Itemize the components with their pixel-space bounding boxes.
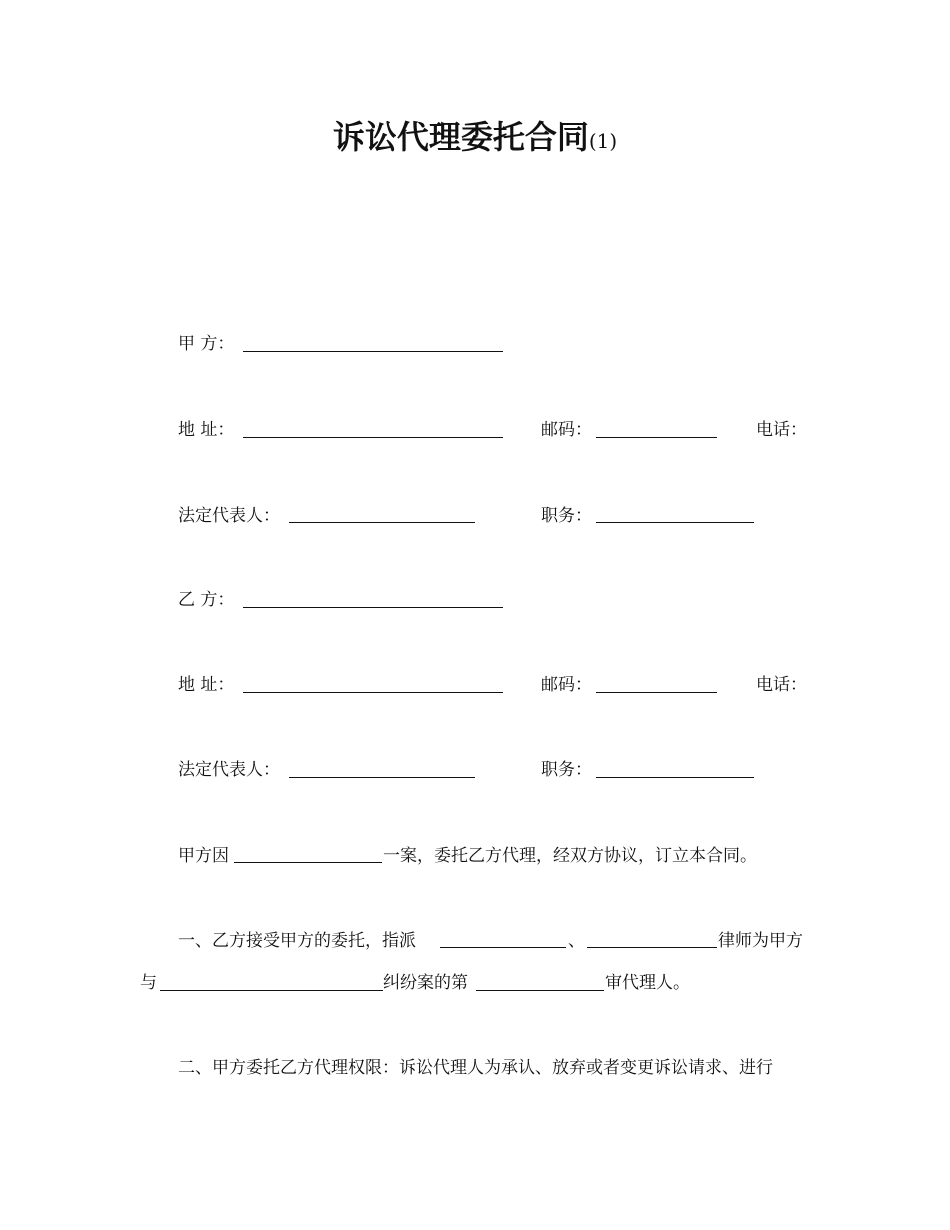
trial-instance-field[interactable] xyxy=(476,990,604,991)
party-b-legal-rep-field[interactable] xyxy=(289,777,475,778)
party-b-phone-label: 电话： xyxy=(756,675,807,695)
party-a-label: 甲 方： xyxy=(178,334,235,354)
clause-2-text: 二、甲方委托乙方代理权限：诉讼代理人为承认、放弃或者变更诉讼请求、进行 xyxy=(178,1058,773,1078)
dispute-party-field[interactable] xyxy=(160,990,383,991)
party-b-postcode-field[interactable] xyxy=(596,692,717,693)
case-name-field[interactable] xyxy=(234,862,382,863)
clause-1-line2-suffix: 审代理人。 xyxy=(605,973,690,993)
party-a-postcode-label: 邮码： xyxy=(541,420,592,440)
party-b-label: 乙 方： xyxy=(178,590,235,610)
party-a-position-field[interactable] xyxy=(596,522,754,523)
clause-1-line2-prefix: 与 xyxy=(140,973,157,993)
party-a-phone-label: 电话： xyxy=(756,420,807,440)
lawyer-2-field[interactable] xyxy=(587,947,717,948)
document-title xyxy=(0,112,950,158)
party-a-postcode-field[interactable] xyxy=(596,437,717,438)
title-main: 诉讼代理委托合同 xyxy=(332,118,589,156)
party-a-name-field[interactable] xyxy=(243,351,503,352)
party-b-legal-rep-label: 法定代表人： xyxy=(178,760,280,780)
party-a-legal-rep-label: 法定代表人： xyxy=(178,506,280,526)
party-a-address-field[interactable] xyxy=(243,437,503,438)
clause-1-part1: 一、乙方接受甲方的委托，指派 xyxy=(178,931,416,951)
party-b-address-field[interactable] xyxy=(243,692,503,693)
party-a-legal-rep-field[interactable] xyxy=(289,522,475,523)
preamble-suffix: 一案，委托乙方代理，经双方协议，订立本合同。 xyxy=(383,846,757,866)
party-a-address-label: 地 址： xyxy=(178,420,235,440)
party-b-postcode-label: 邮码： xyxy=(541,675,592,695)
clause-1-separator: 、 xyxy=(568,931,585,951)
party-b-position-field[interactable] xyxy=(596,777,754,778)
title-suffix: (1) xyxy=(588,129,618,153)
clause-1-part2: 律师为甲方 xyxy=(718,931,803,951)
party-b-position-label: 职务： xyxy=(541,760,592,780)
lawyer-1-field[interactable] xyxy=(440,947,566,948)
preamble-prefix: 甲方因 xyxy=(178,846,229,866)
clause-1-line2-mid: 纠纷案的第 xyxy=(383,973,468,993)
party-b-address-label: 地 址： xyxy=(178,675,235,695)
party-a-position-label: 职务： xyxy=(541,506,592,526)
party-b-name-field[interactable] xyxy=(243,607,503,608)
